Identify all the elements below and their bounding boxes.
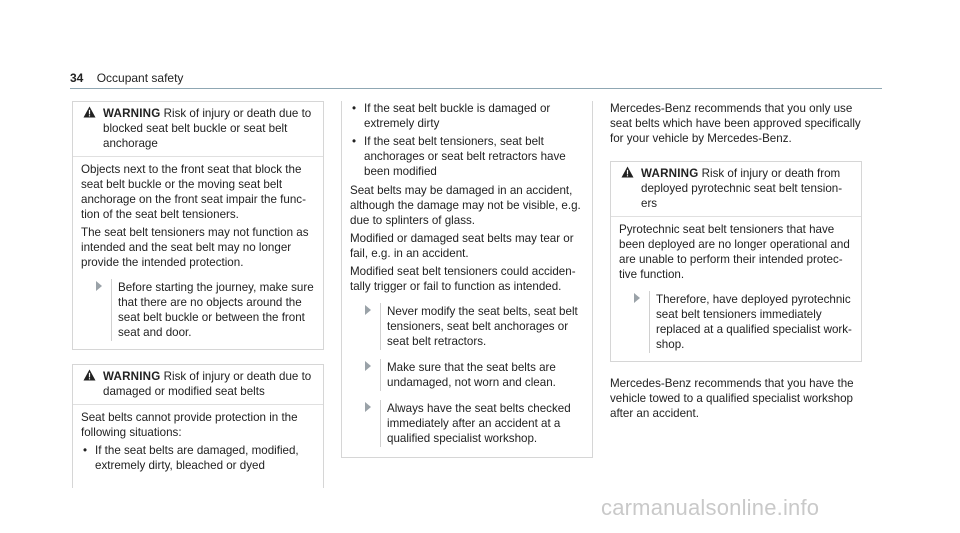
arrow-right-icon xyxy=(365,361,371,371)
warning-triangle-icon xyxy=(621,166,634,178)
arrow-right-icon xyxy=(365,305,371,315)
warning-box-continued xyxy=(341,101,593,458)
warning-triangle-icon xyxy=(83,106,96,118)
intro-paragraph: Mercedes-Benz recommends that you only use seat belts which have been approved specifically for your vehicle by Mercedes-Benz. xyxy=(610,102,861,145)
action-text: Make sure that the seat belts are undamaged, not worn and clean. xyxy=(380,359,584,391)
action-text: Before starting the journey, make sure that there are no objects around the seat belt buckle or between the front seat and door. xyxy=(111,279,315,341)
warning-paragraph: Objects next to the front seat that block the seat belt buckle or the moving seat belt anchorage on the front seat impair the function of the seat belt tensioners. xyxy=(81,163,306,221)
arrow-right-icon xyxy=(365,402,371,412)
column-3 xyxy=(610,101,862,421)
warning-title: Risk of injury or death due to blocked seat belt buckle or seat belt anchorage xyxy=(103,107,312,150)
paragraph: Modified seat belt tensioners could accidentally trigger or fail to function as intended. xyxy=(350,265,576,293)
warning-title: Risk of injury or death from deployed pyrotechnic seat belt tensioners xyxy=(641,167,843,210)
warning-box-blocked-buckle xyxy=(72,101,324,350)
column-2 xyxy=(341,101,593,458)
column-1 xyxy=(72,101,324,488)
warning-paragraph: Pyrotechnic seat belt tensioners that have been deployed are no longer operational and are unable to perform their intended protective function. xyxy=(619,223,850,281)
warning-box-damaged-belts xyxy=(72,364,324,488)
action-step xyxy=(81,279,315,341)
outro-paragraph: Mercedes-Benz recommends that you have the vehicle towed to a qualified specialist workshop after an accident. xyxy=(610,377,854,420)
warning-title: Risk of injury or death due to damaged or modified seat belts xyxy=(103,370,312,398)
paragraph: Modified or damaged seat belts may tear or fail, e.g. in an accident. xyxy=(350,232,574,260)
action-text: Therefore, have deployed pyrotechnic seat belt tensioners immediately replaced at a qualified specialist workshop. xyxy=(649,291,853,353)
bullet-item: • If the seat belt tensioners, seat belt anchorages or seat belt retractors have been modified xyxy=(350,134,584,179)
warning-label: WARNING xyxy=(103,370,161,383)
action-text: Never modify the seat belts, seat belt tensioners, seat belt anchorages or seat belt retractors. xyxy=(380,303,584,350)
arrow-right-icon xyxy=(634,293,640,303)
action-step xyxy=(619,291,853,353)
page-number: 34 xyxy=(70,71,84,85)
warning-label: WARNING xyxy=(641,167,699,180)
action-step xyxy=(350,303,584,350)
bullet-item: • If the seat belt buckle is damaged or extremely dirty xyxy=(350,101,584,131)
bullet-item: • If the seat belts are damaged, modified, extremely dirty, bleached or dyed xyxy=(81,443,315,473)
action-step xyxy=(350,400,584,447)
warning-paragraph: The seat belt tensioners may not function as intended and the seat belt may no longer provide the intended protection. xyxy=(81,226,309,269)
warning-label: WARNING xyxy=(103,107,161,120)
action-text: Always have the seat belts checked immediately after an accident at a qualified specialist workshop. xyxy=(380,400,584,447)
paragraph: Seat belts may be damaged in an accident, although the damage may not be visible, e.g. due to splinters of glass. xyxy=(350,184,581,227)
page-header xyxy=(70,71,183,85)
warning-intro: Seat belts cannot provide protection in the following situations: xyxy=(81,411,298,439)
action-step xyxy=(350,359,584,391)
arrow-right-icon xyxy=(96,281,102,291)
warning-triangle-icon xyxy=(83,369,96,381)
watermark: carmanualsonline.info xyxy=(601,495,820,520)
warning-box-pyrotechnic xyxy=(610,161,862,362)
section-title: Occupant safety xyxy=(96,71,184,85)
header-rule xyxy=(70,88,882,89)
